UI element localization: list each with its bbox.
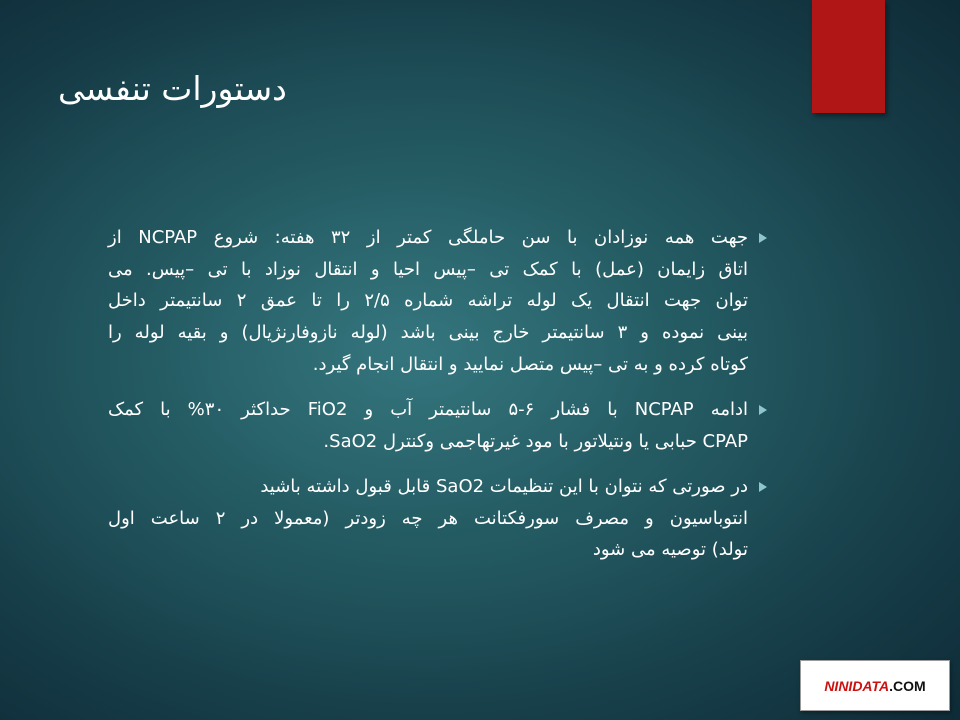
bullet-line: اتاق زایمان (عمل) با کمک تی –پیس احیا و انتقال نوزاد با تی –پیس. می [108, 258, 748, 280]
bullet-line: ادامه NCPAP با فشار ۶-۵ سانتیمتر آب و FiO2 حداکثر ۳۰% با کمک [108, 399, 749, 420]
bullet-item [108, 222, 748, 381]
bullet-line: توان جهت انتقال یک لوله تراشه شماره ۲/۵ را تا عمق ۲ سانتیمتر داخل [108, 290, 749, 312]
bullet-line: در صورتی که نتوان با این تنظیمات SaO2 قابل قبول داشته باشید [260, 476, 748, 497]
accent-bar [812, 0, 885, 113]
bullet-item [108, 394, 748, 457]
logo-brand: NINIDATA [824, 677, 890, 694]
bullet-line: تولد) توصیه می شود [592, 539, 748, 561]
bullet-item [108, 471, 748, 566]
watermark-logo [800, 660, 950, 711]
bullet-marker-icon [759, 405, 767, 415]
slide-title: دستورات تنفسی [58, 69, 287, 108]
bullet-marker-icon [759, 482, 767, 492]
bullet-line: جهت همه نوزادان با سن حاملگی کمتر از ۳۲ هفته: شروع NCPAP از [108, 227, 749, 248]
bullet-line: انتوباسیون و مصرف سورفکتانت هر چه زودتر (معمولا در ۲ ساعت اول [108, 507, 748, 529]
logo-suffix: .COM [889, 677, 926, 694]
bullet-line: کوتاه کرده و به تی –پیس متصل نمایید و انتقال انجام گیرد. [312, 353, 748, 375]
bullet-marker-icon [759, 233, 767, 243]
bullet-line: CPAP حبابی یا ونتیلاتور با مود غیرتهاجمی وکنترل SaO2. [323, 430, 748, 452]
bullet-line: بینی نموده و ۳ سانتیمتر خارج بینی باشد (لوله نازوفارنژیال) و بقیه لوله را [108, 322, 748, 344]
